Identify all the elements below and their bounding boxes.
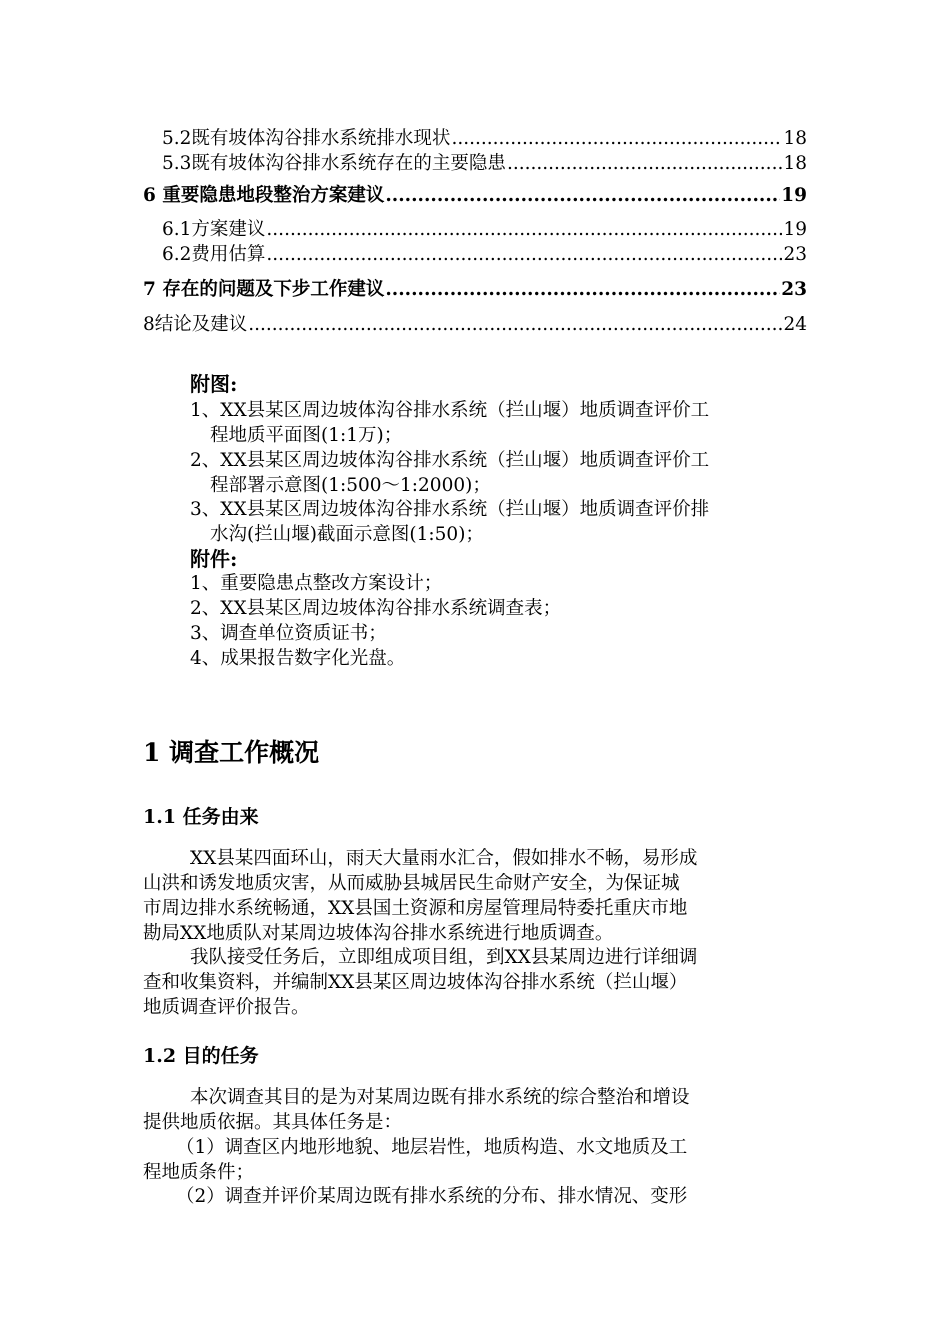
paragraph-line: 市周边排水系统畅通，XX县国土资源和房屋管理局特委托重庆市地	[143, 898, 688, 919]
toc-entry-title: 8结论及建议	[143, 314, 248, 335]
toc-entry[interactable]	[162, 127, 807, 151]
toc-leader-dots	[451, 127, 782, 151]
figure-item-continued: 水沟(拦山堰)截面示意图(1:50)；	[210, 524, 484, 545]
attachment-item: 1、重要隐患点整改方案设计；	[190, 573, 443, 594]
attachment-item: 2、XX县某区周边坡体沟谷排水系统调查表；	[190, 598, 562, 619]
toc-entry-title: 6.1方案建议	[162, 219, 266, 240]
figure-item: 2、XX县某区周边坡体沟谷排水系统（拦山堰）地质调查评价工	[190, 450, 710, 471]
paragraph-line: （2）调查并评价某周边既有排水系统的分布、排水情况、变形	[176, 1186, 688, 1207]
toc-leader-dots	[385, 184, 780, 208]
attachment-item: 3、调查单位资质证书；	[190, 623, 387, 644]
paragraph-line: 查和收集资料，并编制XX县某区周边坡体沟谷排水系统（拦山堰）	[143, 972, 688, 993]
chapter-title: 1 调查工作概况	[143, 738, 320, 767]
toc-leader-dots	[266, 218, 782, 242]
paragraph-line: 地质调查评价报告。	[143, 997, 310, 1018]
paragraph-line: 程地质条件；	[143, 1162, 255, 1183]
toc-entry-page: 18	[783, 128, 807, 149]
section-title: 1.2 目的任务	[143, 1045, 259, 1067]
toc-entry-page: 18	[783, 153, 807, 174]
paragraph-line: 我队接受任务后，立即组成项目组，到XX县某周边进行详细调	[190, 947, 698, 968]
paragraph-line: 山洪和诱发地质灾害，从而威胁县城居民生命财产安全，为保证城	[143, 873, 680, 894]
toc-entry[interactable]	[143, 313, 807, 337]
toc-entry-page: 23	[781, 279, 807, 300]
toc-entry[interactable]	[143, 184, 807, 208]
toc-entry[interactable]	[162, 218, 807, 242]
figures-heading: 附图:	[190, 372, 238, 396]
toc-entry-title: 5.3既有坡体沟谷排水系统存在的主要隐患	[162, 153, 506, 174]
toc-entry-title: 7 存在的问题及下步工作建议	[143, 279, 385, 300]
toc-entry-page: 23	[783, 244, 807, 265]
toc-entry[interactable]	[143, 278, 807, 302]
toc-entry-title: 6.2费用估算	[162, 244, 266, 265]
attachments-heading: 附件:	[190, 547, 238, 571]
attachment-item: 4、成果报告数字化光盘。	[190, 648, 406, 669]
toc-entry[interactable]	[162, 243, 807, 267]
section-title: 1.1 任务由来	[143, 806, 259, 828]
figure-item: 1、XX县某区周边坡体沟谷排水系统（拦山堰）地质调查评价工	[190, 400, 710, 421]
paragraph-line: XX县某四面环山，雨天大量雨水汇合，假如排水不畅，易形成	[190, 848, 698, 869]
toc-leader-dots	[507, 152, 783, 176]
paragraph-line: （1）调查区内地形地貌、地层岩性，地质构造、水文地质及工	[176, 1137, 688, 1158]
paragraph-line: 勘局XX地质队对某周边坡体沟谷排水系统进行地质调查。	[143, 923, 614, 944]
toc-entry-title: 5.2既有坡体沟谷排水系统排水现状	[162, 128, 451, 149]
toc-entry-page: 19	[783, 219, 807, 240]
figure-item: 3、XX县某区周边坡体沟谷排水系统（拦山堰）地质调查评价排	[190, 499, 710, 520]
toc-leader-dots	[266, 243, 782, 267]
toc-leader-dots	[385, 278, 780, 302]
toc-entry-title: 6 重要隐患地段整治方案建议	[143, 185, 385, 206]
figure-item-continued: 程部署示意图(1:500～1:2000)；	[210, 475, 491, 496]
figure-item-continued: 程地质平面图(1:1万)；	[210, 425, 403, 446]
toc-entry-page: 19	[781, 185, 807, 206]
toc-entry-page: 24	[783, 314, 807, 335]
paragraph-line: 提供地质依据。其具体任务是：	[143, 1112, 403, 1133]
paragraph-line: 本次调查其目的是为对某周边既有排水系统的综合整治和增设	[190, 1087, 690, 1108]
toc-entry[interactable]	[162, 152, 807, 176]
toc-leader-dots	[248, 313, 782, 337]
